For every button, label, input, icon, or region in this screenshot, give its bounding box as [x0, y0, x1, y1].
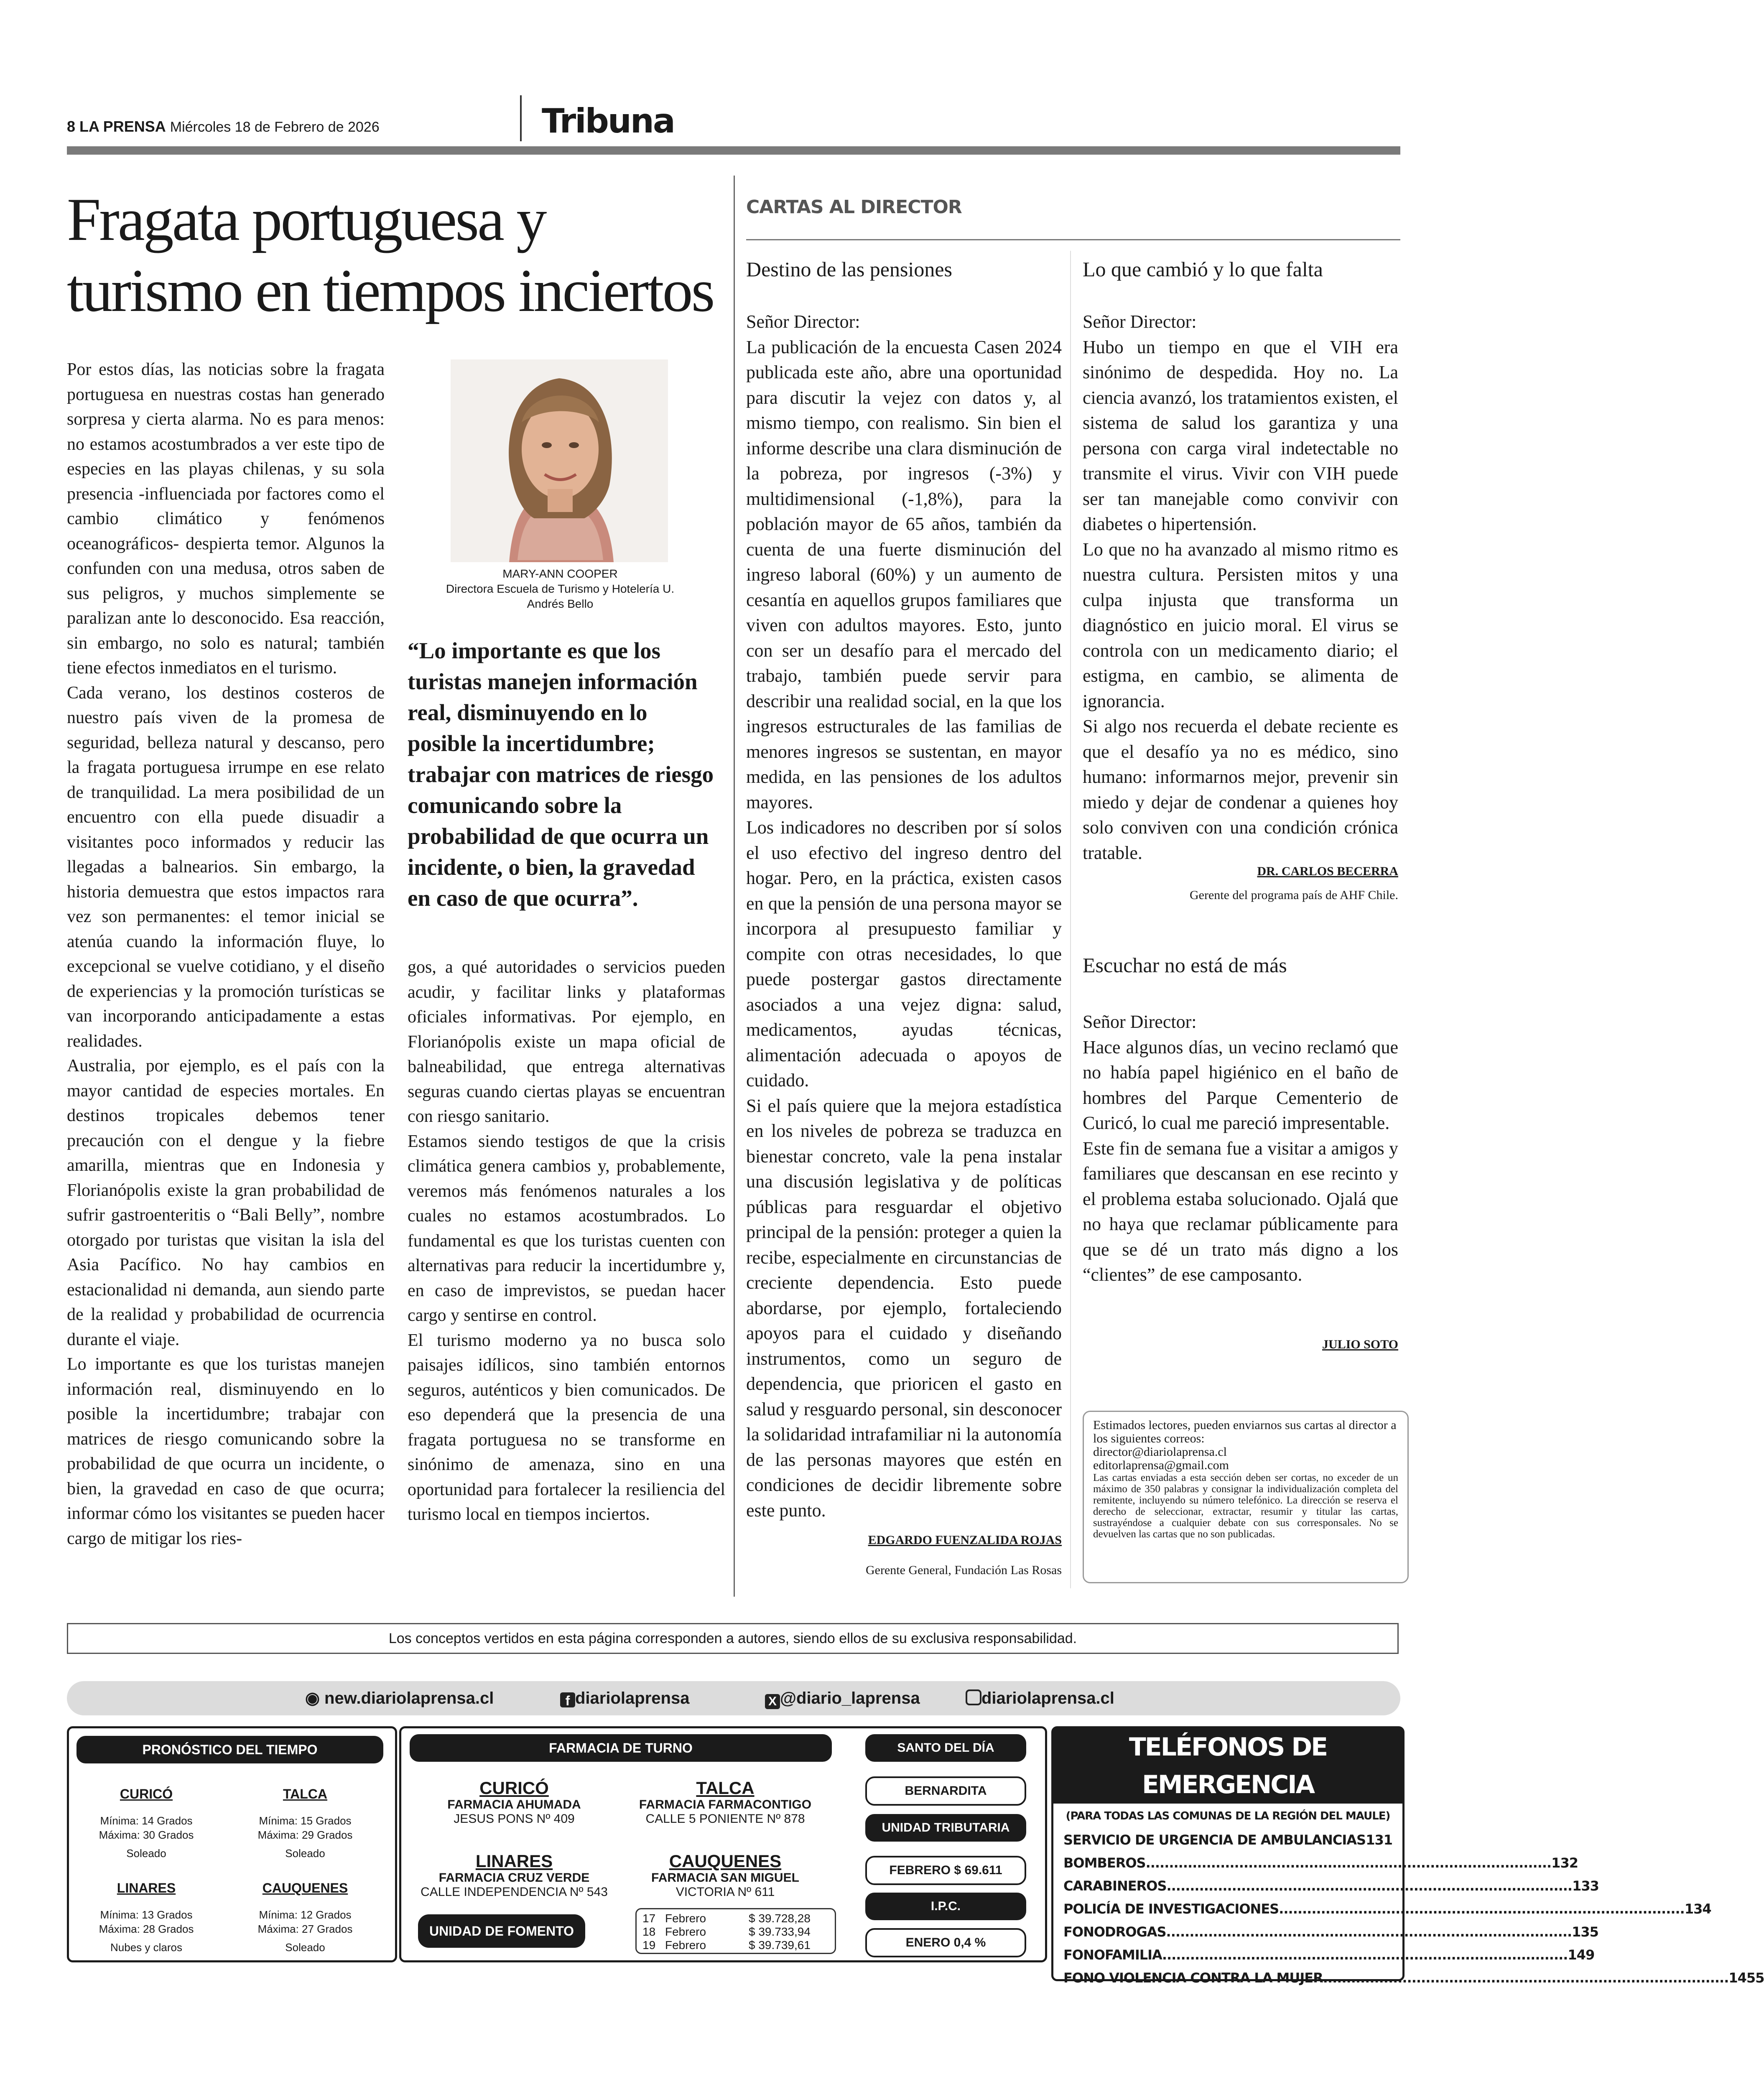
column-title: Fragata portuguesa y turismo en tiempos inciertos: [67, 186, 714, 324]
emergency-row[interactable]: [1063, 1829, 1392, 1852]
weather-min: Mínima: 14 Grados: [100, 1814, 193, 1827]
uf-row: [642, 1925, 829, 1939]
letter-paragraph: Lo que no ha avanzado al mismo ritmo es nuestra cultura. Persisten mitos y una culpa injusta que transforma un diagnóstico en juicio moral. El virus se controla con un medicamento diario; el estigma, en cambio, se alimenta de ignorancia.: [1083, 539, 1398, 711]
ipc-label: I.P.C.: [865, 1893, 1026, 1920]
uf-table: [635, 1908, 836, 1954]
emergency-title: TELÉFONOS DE EMERGENCIA: [1053, 1728, 1402, 1804]
column-paragraph: El turismo moderno ya no busca solo paisajes idílicos, sino también entornos seguros, auténticos y bien comunicados. De eso dependerá que la presencia de una fragata portuguesa no se transforme en sinónimo de amenaza, sino en una oportunidad para fortalecer la resiliencia del turismo local en tiempos inciertos.: [408, 1330, 725, 1524]
letter-title: Lo que cambió y lo que falta: [1083, 257, 1323, 281]
header-rule: [67, 146, 1400, 155]
emergency-row[interactable]: POLICÍA DE INVESTIGACIONES ....................................................................................... 134: [1063, 1898, 1392, 1921]
social-x[interactable]: [765, 1681, 920, 1715]
pharmacy-city: TALCA: [696, 1778, 755, 1798]
column-paragraph: gos, a qué autoridades o servicios pueden acudir, y facilitar links y plataformas oficiales informativas. Por ejemplo, en Florianópolis existe un mapa oficial de balneabilidad, que entrega alternativas seguras cuando ciertas playas se encuentran con riesgo sanitario.: [408, 958, 725, 1126]
letter-paragraph: Este fin de semana fue a visitar a amigos y familiares que descansan en ese recinto y el problema estaba solucionado. Ojalá que no haya que reclamar públicamente para que se dé un trato más digno a los “clientes” de ese camposanto.: [1083, 1138, 1398, 1285]
letter-signer-role: Gerente General, Fundación Las Rosas: [865, 1563, 1062, 1577]
column-left-text: [67, 357, 385, 1551]
pharmacy-city: LINARES: [475, 1851, 553, 1871]
weather-city: [77, 1881, 215, 1954]
header-divider: [520, 95, 522, 141]
uf-value: $ 39.728,28: [749, 1912, 811, 1925]
saint-title: SANTO DEL DÍA: [865, 1734, 1026, 1762]
emergency-label: FONOFAMILIA: [1063, 1947, 1162, 1963]
x-icon: X: [765, 1694, 780, 1709]
pull-quote: “Lo importante es que los turistas manejen información real, disminuyendo en lo posible la incertidumbre; trabajar con matrices de riesgo comunicando sobre la probabilidad de que ocurra un incidente, o bien, la gravedad en caso de que ocurra”.: [408, 638, 714, 911]
weather-city-name: TALCA: [283, 1786, 328, 1801]
pharmacy-address: CALLE 5 PONIENTE Nº 878: [645, 1812, 805, 1826]
column-divider: [734, 176, 735, 1597]
weather-max: Máxima: 29 Grados: [257, 1829, 353, 1841]
pharmacy-item: [619, 1778, 832, 1826]
author-name: MARY-ANN COOPER: [502, 567, 618, 580]
utm-label: UNIDAD TRIBUTARIA: [865, 1814, 1026, 1842]
pharmacy-box: [399, 1726, 1047, 1962]
weather-max: Máxima: 28 Grados: [99, 1923, 194, 1935]
letter-signature: EDGARDO FUENZALIDA ROJAS: [868, 1533, 1062, 1547]
web-label: new.diariolaprensa.cl: [324, 1689, 494, 1707]
weather-max: Máxima: 30 Grados: [99, 1829, 194, 1841]
weather-city-name: CURICÓ: [120, 1786, 173, 1801]
letter-title: Destino de las pensiones: [746, 257, 952, 281]
pharmacy-item: [410, 1778, 619, 1826]
emergency-box: [1051, 1726, 1764, 1986]
uf-month: Febrero: [665, 1925, 706, 1938]
notice-email-editor[interactable]: editorlaprensa@gmail.com: [1093, 1458, 1229, 1472]
page-header: [67, 112, 527, 141]
column-paragraph: Australia, por ejemplo, es el país con la mayor cantidad de especies mortales. En destinos tropicales debemos tener precaución con el dengue y la fiebre amarilla, mientras que en Indonesia y Florianópolis existe la gran probabilidad de sufrir gastroenteritis o “Bali Belly”, nombre otorgado por turistas que visitan la isla del Asia Pacífico. No hay cambios en estacionalidad ni demanda, aun siendo parte de la realidad y probabilidad de ocurrencia durante el viaje.: [67, 1056, 385, 1349]
emergency-label: POLICÍA DE INVESTIGACIONES: [1063, 1901, 1279, 1917]
page-number: 8: [67, 118, 76, 135]
notice-rules: Las cartas enviadas a esta sección deben ser cortas, no exceder de un máximo de 350 palabras y consignar la individualización completa del remitente, incluyendo su número telefónico. La dirección se reserva el derecho de seleccionar, extractar, resumir y titular las cartas, sustrayéndose a cualquier debate con sus corresponsales. No se devuelven las cartas que no son publicadas.: [1093, 1472, 1398, 1540]
weather-state: Soleado: [126, 1847, 166, 1860]
issue-date: Miércoles 18 de Febrero de 2026: [170, 119, 380, 135]
notice-email-director[interactable]: director@diariolaprensa.cl: [1093, 1445, 1227, 1459]
emergency-number: 134: [1684, 1901, 1711, 1917]
emergency-row[interactable]: CARABINEROS ....................................................................................... 133: [1063, 1875, 1392, 1898]
uf-day: 18: [642, 1925, 656, 1938]
weather-max: Máxima: 27 Grados: [257, 1923, 353, 1935]
disclaimer: Los conceptos vertidos en esta página corresponden a autores, siendo ellos de su exclusiva responsabilidad.: [67, 1623, 1399, 1654]
letter-signer-role: Gerente del programa país de AHF Chile.: [1189, 888, 1398, 902]
pharmacy-name: FARMACIA SAN MIGUEL: [651, 1871, 799, 1885]
emergency-number: 131: [1366, 1832, 1392, 1848]
letter-paragraph: Hubo un tiempo en que el VIH era sinónimo de despedida. Hoy no. La ciencia avanzó, los tratamientos existen, el sistema de salud los garantiza y una persona con carga viral indetectable no transmite el virus. Vivir con VIH puede ser tan manejable como convivir con diabetes o hipertensión.: [1083, 336, 1398, 534]
weather-state: Soleado: [285, 1847, 325, 1860]
weather-min: Mínima: 15 Grados: [259, 1814, 352, 1827]
pharmacy-name: FARMACIA FARMACONTIGO: [639, 1798, 812, 1812]
uf-label: UNIDAD DE FOMENTO: [418, 1914, 585, 1948]
emergency-list: [1053, 1829, 1764, 1990]
emergency-label: CARABINEROS: [1063, 1878, 1167, 1894]
letter-title: Escuchar no está de más: [1083, 953, 1287, 977]
uf-value: $ 39.733,94: [749, 1925, 811, 1938]
pharmacy-title: FARMACIA DE TURNO: [410, 1734, 832, 1762]
emergency-label: BOMBEROS: [1063, 1855, 1146, 1871]
emergency-number: 132: [1551, 1855, 1578, 1871]
weather-city: [236, 1881, 374, 1954]
emergency-label: FONO VIOLENCIA CONTRA LA MUJER: [1063, 1970, 1323, 1986]
column-right-text: [408, 955, 725, 1527]
emergency-subtitle: (PARA TODAS LAS COMUNAS DE LA REGIÓN DEL MAULE): [1066, 1810, 1390, 1822]
uf-row: [642, 1939, 829, 1952]
weather-box: [67, 1726, 397, 1962]
uf-value: $ 39.739,61: [749, 1939, 811, 1952]
facebook-icon: f: [560, 1692, 575, 1707]
uf-day: 19: [642, 1939, 656, 1952]
instagram-label: diariolaprensa.cl: [981, 1689, 1114, 1707]
letter-greeting: Señor Director:: [1083, 311, 1197, 332]
column-paragraph: Lo importante es que los turistas manejen información real, disminuyendo en lo posible la incertidumbre; trabajar con matrices de riesgo comunicando sobre la probabilidad de que ocurra un incidente, o bien, la gravedad en caso de que ocurra; informar cómo los visitantes se pueden hacer cargo de mitigar los ries-: [67, 1355, 385, 1548]
pharmacy-item: [410, 1852, 619, 1899]
weather-min: Mínima: 12 Grados: [259, 1908, 352, 1921]
uf-month: Febrero: [665, 1912, 706, 1925]
letter-signature: JULIO SOTO: [1322, 1338, 1398, 1351]
letters-notice-box: [1083, 1411, 1409, 1583]
letter-greeting: Señor Director:: [1083, 1012, 1197, 1032]
pharmacy-address: CALLE INDEPENDENCIA Nº 543: [421, 1885, 608, 1899]
saint-name: BERNARDITA: [865, 1776, 1026, 1806]
author-photo: [451, 359, 668, 562]
letter-paragraph: Si el país quiere que la mejora estadística en los niveles de pobreza se traduzca en bienestar concreto, vale la pena instalar una discusión legislativa y de políticas públicas para resguardar el objetivo principal de la pensión: proteger a quien la recibe, especialmente en circunstancias de creciente dependencia. Esto puede abordarse, por ejemplo, fortaleciendo apoyos para el cuidado y diseñando instrumentos, como un seguro de dependencia, que prioricen el gasto en salud y resguardo personal, sin desconocer la solidaridad intrafamiliar ni la autonomía de las personas mayores que estén en condiciones de decidir libremente sobre este punto.: [746, 1095, 1062, 1521]
weather-state: Nubes y claros: [110, 1941, 182, 1954]
newspaper-name: LA PRENSA: [79, 118, 166, 135]
emergency-row[interactable]: FONO VIOLENCIA CONTRA LA MUJER ....................................................................................... 1455: [1063, 1967, 1392, 1990]
pharmacy-city: CAUQUENES: [669, 1851, 782, 1871]
letters-rule: [746, 239, 1400, 240]
emergency-row[interactable]: FONODROGAS ....................................................................................... 135: [1063, 1921, 1392, 1944]
instagram-icon: [966, 1689, 981, 1705]
uf-month: Febrero: [665, 1939, 706, 1952]
notice-intro: Estimados lectores, pueden enviarnos sus cartas al director a los siguientes correos:: [1093, 1418, 1397, 1445]
emergency-number: 133: [1572, 1878, 1599, 1894]
utm-value: FEBRERO $ 69.611: [865, 1856, 1026, 1885]
x-label: @diario_laprensa: [780, 1689, 920, 1707]
pharmacy-address: VICTORIA Nº 611: [676, 1885, 775, 1899]
letter-body: [1083, 309, 1398, 866]
pharmacy-address: JESUS PONS Nº 409: [454, 1812, 575, 1826]
weather-city: [236, 1787, 374, 1860]
globe-icon: ◉: [305, 1689, 320, 1707]
pharmacy-name: FARMACIA CRUZ VERDE: [438, 1871, 590, 1885]
facebook-label: diariolaprensa: [575, 1689, 690, 1707]
pharmacy-city: CURICÓ: [479, 1778, 549, 1798]
emergency-number: 149: [1568, 1947, 1595, 1963]
emergency-number: 135: [1572, 1924, 1598, 1940]
uf-row: [642, 1912, 829, 1925]
letter-paragraph: Hace algunos días, un vecino reclamó que no había papel higiénico en el baño de hombres del Parque Cementerio de Curicó, lo cual me pareció impresentable.: [1083, 1037, 1398, 1133]
ipc-value: ENERO 0,4 %: [865, 1928, 1026, 1957]
portrait-image: [451, 359, 668, 562]
emergency-row[interactable]: FONOFAMILIA ....................................................................................... 149: [1063, 1944, 1392, 1967]
pharmacy-item: [619, 1852, 832, 1899]
weather-city-name: CAUQUENES: [262, 1880, 348, 1896]
letter-body: [746, 309, 1062, 1523]
pharmacy-name: FARMACIA AHUMADA: [447, 1798, 581, 1812]
weather-min: Mínima: 13 Grados: [100, 1908, 193, 1921]
column-paragraph: Por estos días, las noticias sobre la fragata portuguesa en nuestras costas han generado sorpresa y cierta alarma. No es para menos: no estamos acostumbrados a ver este tipo de especies en las playas chilenas, y su sola presencia -influenciada por factores como el cambio climático y fenómenos oceanográficos- despierta temor. Algunos la confunden con una medusa, otros saben de sus peligros, y muchos simplemente se paralizan ante lo desconocido. Esa reacción, sin embargo, no solo es natural; también tiene efectos inmediatos en el turismo.: [67, 360, 385, 678]
weather-state: Soleado: [285, 1941, 325, 1954]
letter-paragraph: Si algo nos recuerda el debate reciente es que el desafío ya no es médico, sino humano: informarnos mejor, prevenir sin miedo y dejar de condenar a quienes hoy solo conviven con una condición crónica tratable.: [1083, 716, 1398, 863]
letter-body: [1083, 1009, 1398, 1288]
weather-title: PRONÓSTICO DEL TIEMPO: [76, 1736, 383, 1763]
letter-paragraph: La publicación de la encuesta Casen 2024 publicada este año, abre una oportunidad para discutir la vejez con datos y, al mismo tiempo, con realismo. Sin bien el informe describe una clara disminución de la pobreza, por ingresos (-3%) y multidimensional (-1,8%), para la población mayor de 65 años, también da cuenta de una fuerte disminución del ingreso laboral (60%) y un aumento de cesantía en aquellos grupos familiares que viven con adultos mayores. Esto, junto con ser un desafío para el mercado del trabajo, también puede servir para describir una realidad social, en la que los ingresos estructurales de las familias de menores ingresos se sustentan, en mayor medida, en las pensiones de los adultos mayores.: [746, 336, 1062, 813]
section-name: Tribuna: [542, 102, 674, 140]
letter-greeting: Señor Director:: [746, 311, 860, 332]
social-web[interactable]: [305, 1681, 494, 1715]
weather-city-name: LINARES: [117, 1880, 176, 1896]
uf-day: 17: [642, 1912, 656, 1925]
social-facebook[interactable]: [560, 1681, 689, 1715]
letter-paragraph: Los indicadores no describen por sí solos el uso efectivo del ingreso dentro del hogar. Pero, en la práctica, existen casos en que la pensión de una persona mayor se incorpora al presupuesto familiar y compite con otras necesidades, lo que puede postergar gastos directamente asociados a una vejez digna: salud, medicamentos, ayudas técnicas, alimentación adecuada o apoyos de cuidado.: [746, 817, 1062, 1091]
column-paragraph: Estamos siendo testigos de que la crisis climática genera cambios y, probablemente, veremos más fenómenos naturales a los cuales no estamos acostumbrados. Lo fundamental es que los turistas cuenten con alternativas para reducir la incertidumbre y, en caso de imprevistos, se puedan hacer cargo y sentirse en control.: [408, 1131, 725, 1325]
weather-city: [77, 1787, 215, 1860]
column-paragraph: Cada verano, los destinos costeros de nuestro país viven de la promesa de seguridad, belleza natural y descanso, pero la fragata portuguesa irrumpe en ese relato de tranquilidad. La mera posibilidad de un encuentro con ella puede disuadir a visitantes poco informados y reducir las llegadas a balnearios. Sin embargo, la historia demuestra que estos impactos rara vez son permanentes: el temor inicial se atenúa cuando la información fluye, lo excepcional se vuelve cotidiano, y el diseño de experiencias y la promoción turísticas se van incorporando anticipadamente a estas realidades.: [67, 683, 385, 1051]
emergency-row[interactable]: BOMBEROS ....................................................................................... 132: [1063, 1852, 1392, 1875]
letters-section-title: CARTAS AL DIRECTOR: [746, 196, 962, 218]
emergency-label: SERVICIO DE URGENCIA DE AMBULANCIAS: [1063, 1832, 1366, 1848]
emergency-label: FONODROGAS: [1063, 1924, 1166, 1940]
author-role: Directora Escuela de Turismo y Hotelería U. Andrés Bello: [446, 582, 675, 610]
social-bar: [67, 1681, 1400, 1715]
emergency-number: 1455: [1728, 1970, 1764, 1986]
letters-divider: [1070, 251, 1071, 1588]
letter-signature: DR. CARLOS BECERRA: [1257, 864, 1398, 878]
social-instagram[interactable]: [966, 1681, 1114, 1715]
